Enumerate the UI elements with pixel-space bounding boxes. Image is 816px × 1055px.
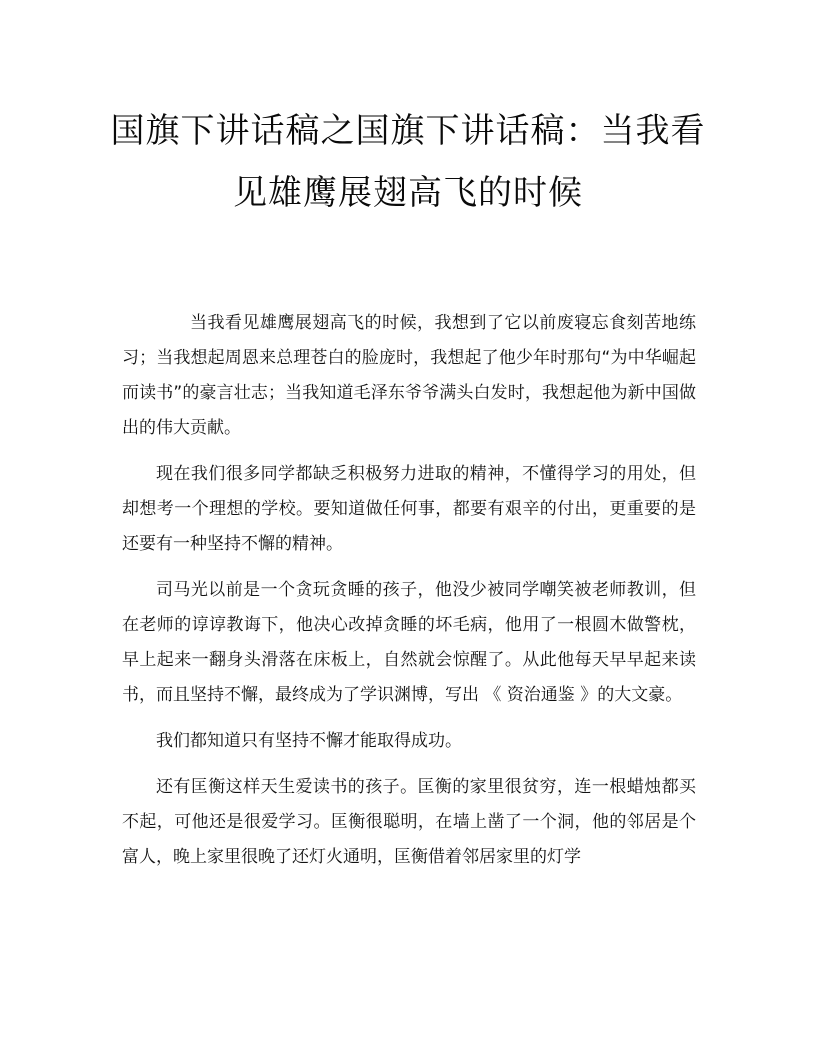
document-title (110, 100, 706, 224)
paragraph: 当我看见雄鹰展翅高飞的时候，我想到了它以前废寝忘食刻苦地练习；当我想起周恩来总理苍白的脸庞时，我想起了他少年时那句“为中华崛起而读书”的豪言壮志；当我知道毛泽东爷爷满头白发时，我想起他为新中国做出的伟大贡献。 (122, 313, 696, 438)
paragraph: 现在我们很多同学都缺乏积极努力进取的精神，不懂得学习的用处，但却想考一个理想的学校。要知道做任何事，都要有艰辛的付出，更重要的是还要有一种坚持不懈的精神。 (122, 464, 696, 554)
paragraph: 司马光以前是一个贪玩贪睡的孩子，他没少被同学嘲笑被老师教训，但在老师的谆谆教诲下，他决心改掉贪睡的坏毛病，他用了一根圆木做警枕，早上起来一翻身头滑落在床板上，自然就会惊醒了。从此他每天早早起来读书，而且坚持不懈，最终成为了学识渊博，写出 《 资治通鉴 》的大文豪。 (122, 580, 696, 705)
title-line-2: 见雄鹰展翅高飞的时候 (233, 173, 583, 213)
paragraph: 我们都知道只有坚持不懈才能取得成功。 (156, 731, 462, 751)
paragraph: 还有匡衡这样天生爱读书的孩子。匡衡的家里很贫穷，连一根蜡烛都买不起，可他还是很爱学习。匡衡很聪明，在墙上凿了一个洞，他的邻居是个富人，晚上家里很晚了还灯火通明，匡衡借着邻居家里的灯学 (122, 777, 696, 867)
document-body (122, 306, 696, 886)
title-line-1: 国旗下讲话稿之国旗下讲话稿：当我看 (110, 111, 706, 151)
